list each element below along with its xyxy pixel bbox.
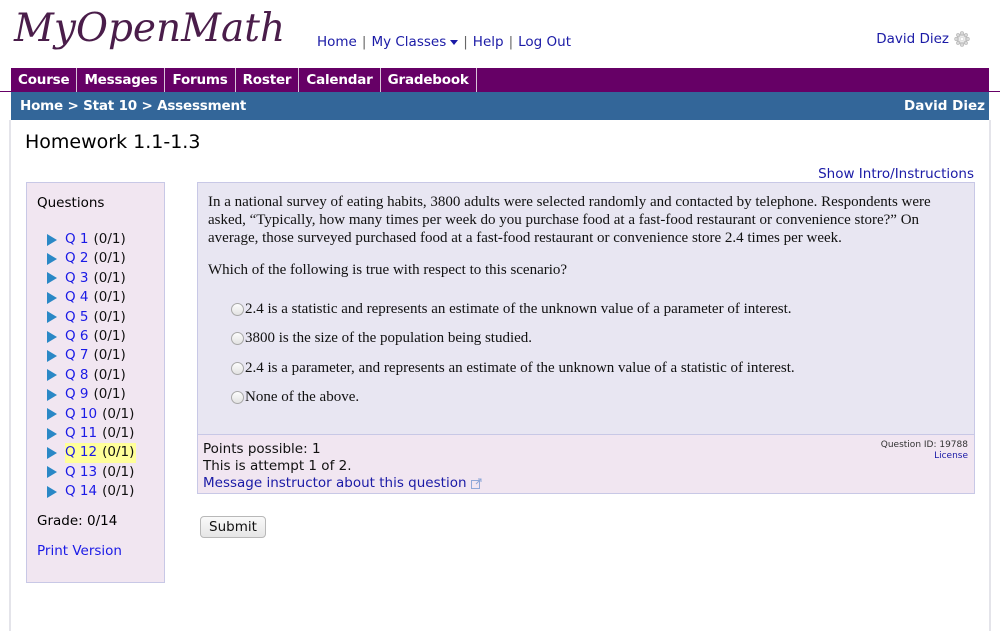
nav-underline [0,91,11,92]
nav-gradebook[interactable]: Gradebook [381,68,477,92]
question-link[interactable]: Q 7 [65,347,89,364]
question-score: (0/1) [102,444,135,461]
gear-icon[interactable] [954,31,970,47]
submit-button[interactable]: Submit [200,516,266,538]
question-link[interactable]: Q 5 [65,308,89,325]
play-arrow-icon [47,234,57,246]
nav-course[interactable]: Course [11,68,77,92]
choice-label: 2.4 is a statistic and represents an estimate of the unknown value of a parameter of interest. [245,301,792,317]
question-score: (0/1) [93,250,126,267]
question-prompt: Which of the following is true with respect to this scenario? [208,262,568,278]
question-item[interactable] [47,308,136,327]
breadcrumb-separator: > [141,98,153,114]
breadcrumb [20,92,246,120]
breadcrumb-bar [11,92,989,120]
question-score: (0/1) [102,463,135,480]
page-border-left [9,120,11,631]
question-item[interactable] [47,346,136,365]
question-item[interactable] [47,327,136,346]
question-score: (0/1) [93,308,126,325]
question-score: (0/1) [93,231,126,247]
site-logo[interactable]: MyOpenMath [14,6,286,51]
breadcrumb-user-name: David Diez [904,98,985,114]
question-item-current[interactable] [47,443,136,462]
radio-button[interactable] [231,391,244,404]
question-box [197,182,975,435]
top-link-my-classes[interactable] [371,34,458,50]
nav-forums[interactable]: Forums [165,68,235,92]
external-link-icon [471,478,482,489]
play-arrow-icon [47,311,57,323]
message-instructor-link[interactable] [203,475,482,492]
answer-choice-3[interactable] [231,360,795,377]
separator: | [361,34,367,50]
question-link[interactable]: Q 13 [65,463,98,480]
question-item[interactable] [47,366,136,385]
play-arrow-icon [47,350,57,362]
nav-calendar[interactable]: Calendar [299,68,380,92]
radio-button[interactable] [231,362,244,375]
question-score: (0/1) [93,327,126,344]
question-link[interactable]: Q 11 [65,424,98,441]
question-text: In a national survey of eating habits, 3800 adults were selected randomly and contacted by telephone. Respondents were asked, “Typically, how many times per week do you purchase food at a fast-food restaurant or convenience store?” On average, those surveyed purchased food at a fast-food restaurant or convenience store 2.4 times per week. [208,194,931,246]
user-name: David Diez [876,31,949,47]
question-id-block [881,440,968,462]
top-link-help[interactable]: Help [472,34,504,50]
breadcrumb-separator: > [67,98,79,114]
question-list-panel [26,182,165,583]
course-navbar [11,68,989,92]
page-title: Homework 1.1-1.3 [25,131,201,153]
question-item[interactable] [47,405,136,424]
play-arrow-icon [47,389,57,401]
question-link[interactable]: Q 9 [65,386,89,403]
question-item[interactable] [47,249,136,268]
question-list-title: Questions [37,195,105,211]
question-item[interactable] [47,269,136,288]
question-info-box [197,434,975,494]
print-version-link[interactable]: Print Version [37,543,122,559]
question-item[interactable] [47,424,136,443]
question-link[interactable]: Q 6 [65,327,89,344]
question-list [47,230,136,501]
question-score: (0/1) [102,405,135,422]
question-score: (0/1) [93,366,126,383]
question-link[interactable]: Q 8 [65,366,89,383]
nav-underline [989,91,1000,92]
answer-choice-2[interactable] [231,330,532,347]
question-score: (0/1) [102,483,135,500]
question-points-info [203,441,482,492]
message-instructor-label: Message instructor about this question [203,475,467,491]
question-item[interactable] [47,385,136,404]
play-arrow-icon [47,292,57,304]
breadcrumb-current: Assessment [157,98,247,114]
question-score: (0/1) [93,386,126,403]
question-item[interactable] [47,288,136,307]
license-link[interactable]: License [934,451,968,461]
play-arrow-icon [47,331,57,343]
question-link[interactable]: Q 14 [65,483,98,500]
play-arrow-icon [47,253,57,265]
question-id: Question ID: 19788 [880,440,968,450]
play-arrow-icon [47,272,57,284]
question-score: (0/1) [102,424,135,441]
caret-down-icon [450,40,458,45]
attempt-info: This is attempt 1 of 2. [203,458,352,474]
separator: | [508,34,514,50]
radio-button[interactable] [231,303,244,316]
user-menu[interactable] [876,31,970,47]
play-arrow-icon [47,486,57,498]
question-item[interactable] [47,463,136,482]
grade-summary: Grade: 0/14 [37,513,118,529]
play-arrow-icon [47,408,57,420]
question-item[interactable] [47,482,136,501]
answer-choice-4[interactable] [231,389,359,406]
top-link-log-out[interactable]: Log Out [518,34,572,50]
page-border-right [989,120,991,631]
question-link[interactable]: Q 2 [65,250,89,267]
separator: | [463,34,468,50]
question-item[interactable] [47,230,136,249]
question-link[interactable]: Q 1 [65,231,89,247]
nav-roster[interactable]: Roster [236,68,300,92]
question-score: (0/1) [93,269,126,286]
play-arrow-icon [47,369,57,381]
my-classes-label: My Classes [371,34,447,50]
question-link[interactable]: Q 3 [65,269,89,286]
nav-messages[interactable]: Messages [77,68,165,92]
question-link[interactable]: Q 4 [65,289,89,306]
breadcrumb-course[interactable]: Stat 10 [83,98,137,114]
choice-label: None of the above. [245,389,360,405]
choice-label: 2.4 is a parameter, and represents an estimate of the unknown value of a statistic of interest. [245,360,795,376]
play-arrow-icon [47,466,57,478]
top-link-home[interactable]: Home [317,34,357,50]
choice-label: 3800 is the size of the population being studied. [245,330,533,346]
answer-choice-1[interactable] [231,301,791,318]
question-link[interactable]: Q 10 [65,405,98,422]
breadcrumb-home[interactable]: Home [20,98,63,114]
play-arrow-icon [47,447,57,459]
top-nav [317,34,571,50]
radio-button[interactable] [231,332,244,345]
show-intro-link[interactable]: Show Intro/Instructions [818,166,974,182]
question-score: (0/1) [93,347,126,364]
play-arrow-icon [47,428,57,440]
site-header [0,0,1000,68]
question-link[interactable]: Q 12 [65,444,98,461]
question-score: (0/1) [93,289,126,306]
points-possible: Points possible: 1 [203,441,321,457]
current-question-highlight [65,443,136,462]
